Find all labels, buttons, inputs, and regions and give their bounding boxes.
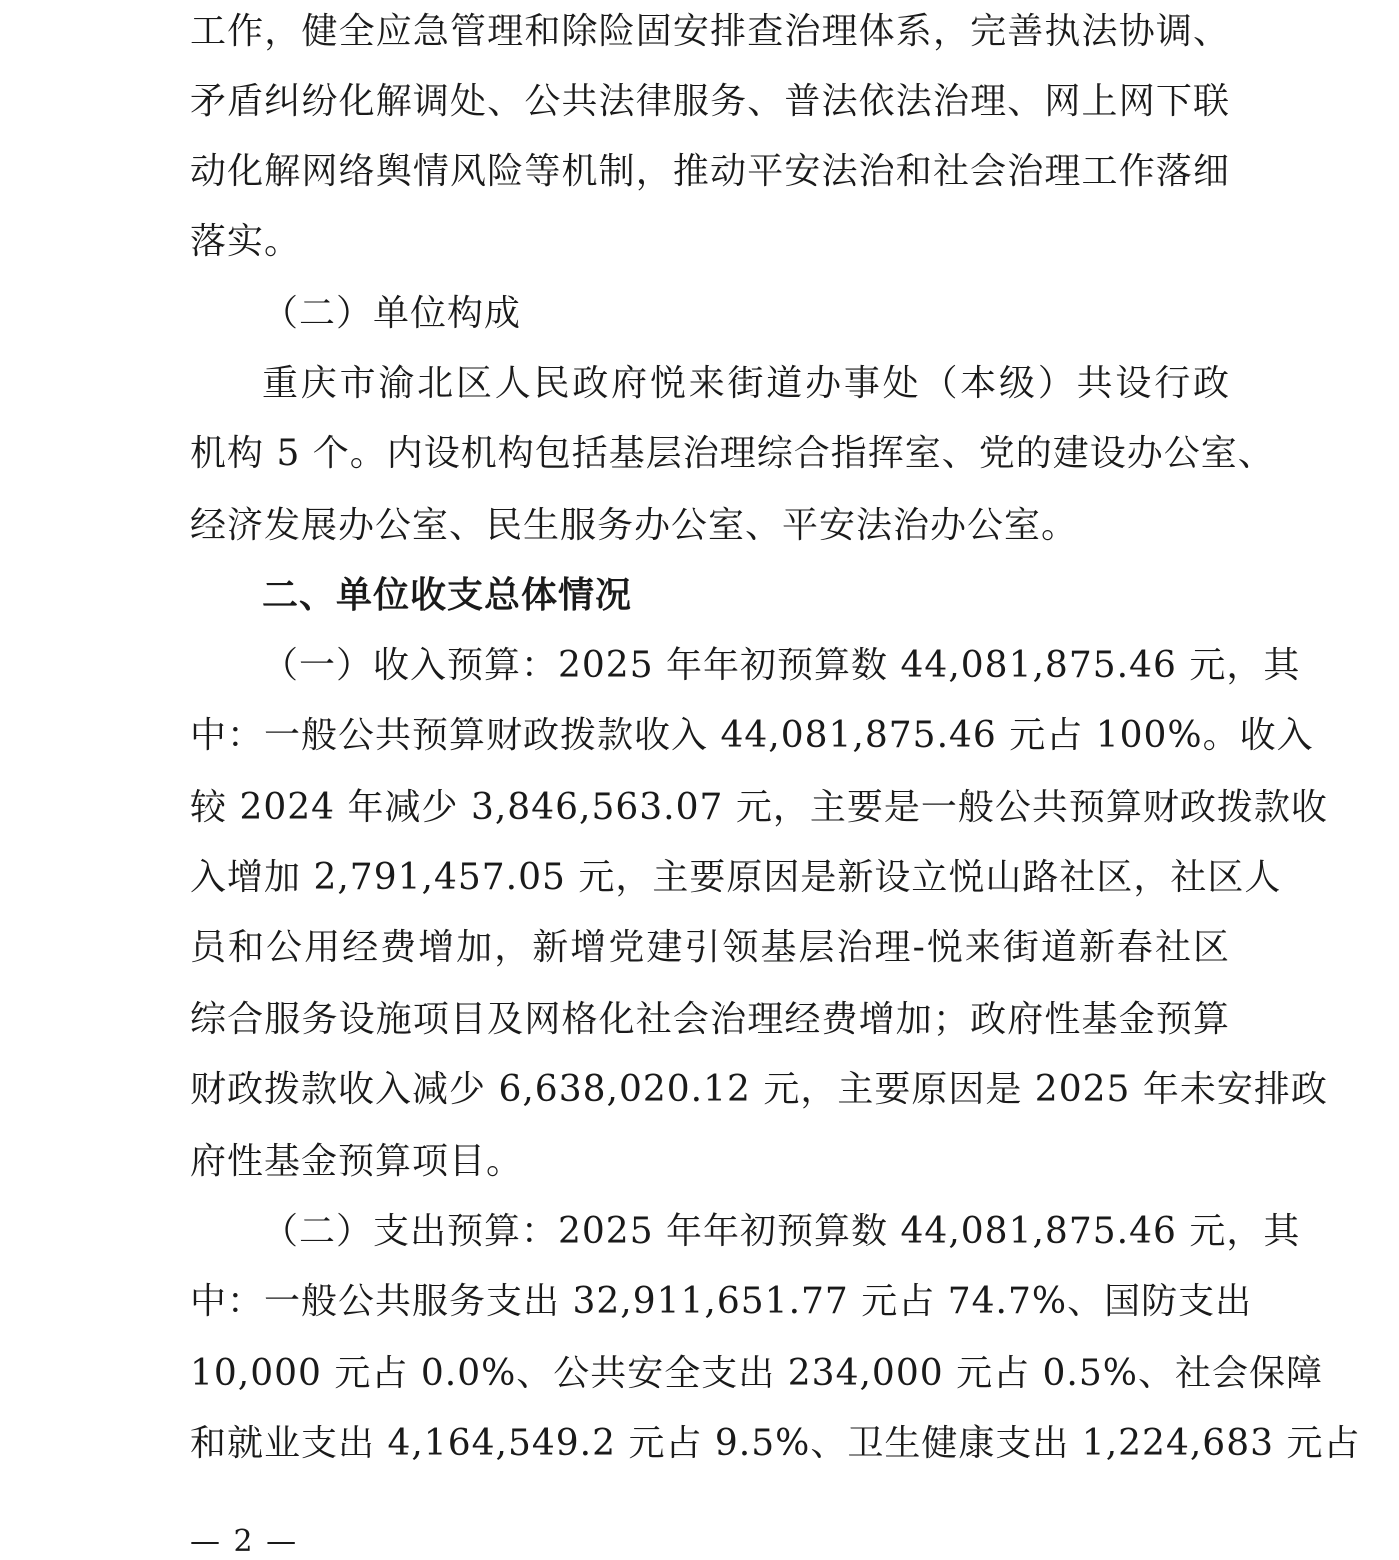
body-text-line: （一）收入预算：2025 年年初预算数 44,081,875.46 元，其 [262,645,1301,686]
body-text-line: 机构 5 个。内设机构包括基层治理综合指挥室、党的建设办公室、 [190,433,1275,474]
body-text-line: 动化解网络舆情风险等机制，推动平安法治和社会治理工作落细 [190,151,1230,192]
body-text-line: （二）支出预算：2025 年年初预算数 44,081,875.46 元，其 [262,1211,1301,1252]
body-text-line: 财政拨款收入减少 6,638,020.12 元，主要原因是 2025 年未安排政 [190,1069,1328,1110]
body-text-line: 中：一般公共服务支出 32,911,651.77 元占 74.7%、国防支出 [190,1281,1253,1322]
body-text-line: 中：一般公共预算财政拨款收入 44,081,875.46 元占 100%。收入 [190,715,1314,756]
body-text-line: 落实。 [190,221,302,262]
section-heading: 二、单位收支总体情况 [262,575,633,616]
body-text-line: 府性基金预算项目。 [190,1141,524,1182]
body-text-line: 入增加 2,791,457.05 元，主要原因是新设立悦山路社区，社区人 [190,857,1282,898]
body-text-line: 和就业支出 4,164,549.2 元占 9.5%、卫生健康支出 1,224,683 元占 [190,1423,1361,1464]
body-text-line: 经济发展办公室、民生服务办公室、平安法治办公室。 [190,505,1079,546]
body-text-line: 矛盾纠纷化解调处、公共法律服务、普法依法治理、网上网下联 [190,81,1230,122]
body-text-line: 工作，健全应急管理和除险固安排查治理体系，完善执法协调、 [190,11,1230,52]
body-text-line: 较 2024 年减少 3,846,563.07 元，主要是一般公共预算财政拨款收 [190,787,1328,828]
body-text-line: 员和公用经费增加，新增党建引领基层治理-悦来街道新春社区 [190,927,1230,968]
body-text-line: 重庆市渝北区人民政府悦来街道办事处（本级）共设行政 [262,363,1230,404]
section-subheading: （二）单位构成 [262,293,522,334]
body-text-line: 10,000 元占 0.0%、公共安全支出 234,000 元占 0.5%、社会保障 [190,1353,1323,1394]
page-number: — 2 — [190,1524,299,1559]
body-text-line: 综合服务设施项目及网格化社会治理经费增加；政府性基金预算 [190,999,1230,1040]
